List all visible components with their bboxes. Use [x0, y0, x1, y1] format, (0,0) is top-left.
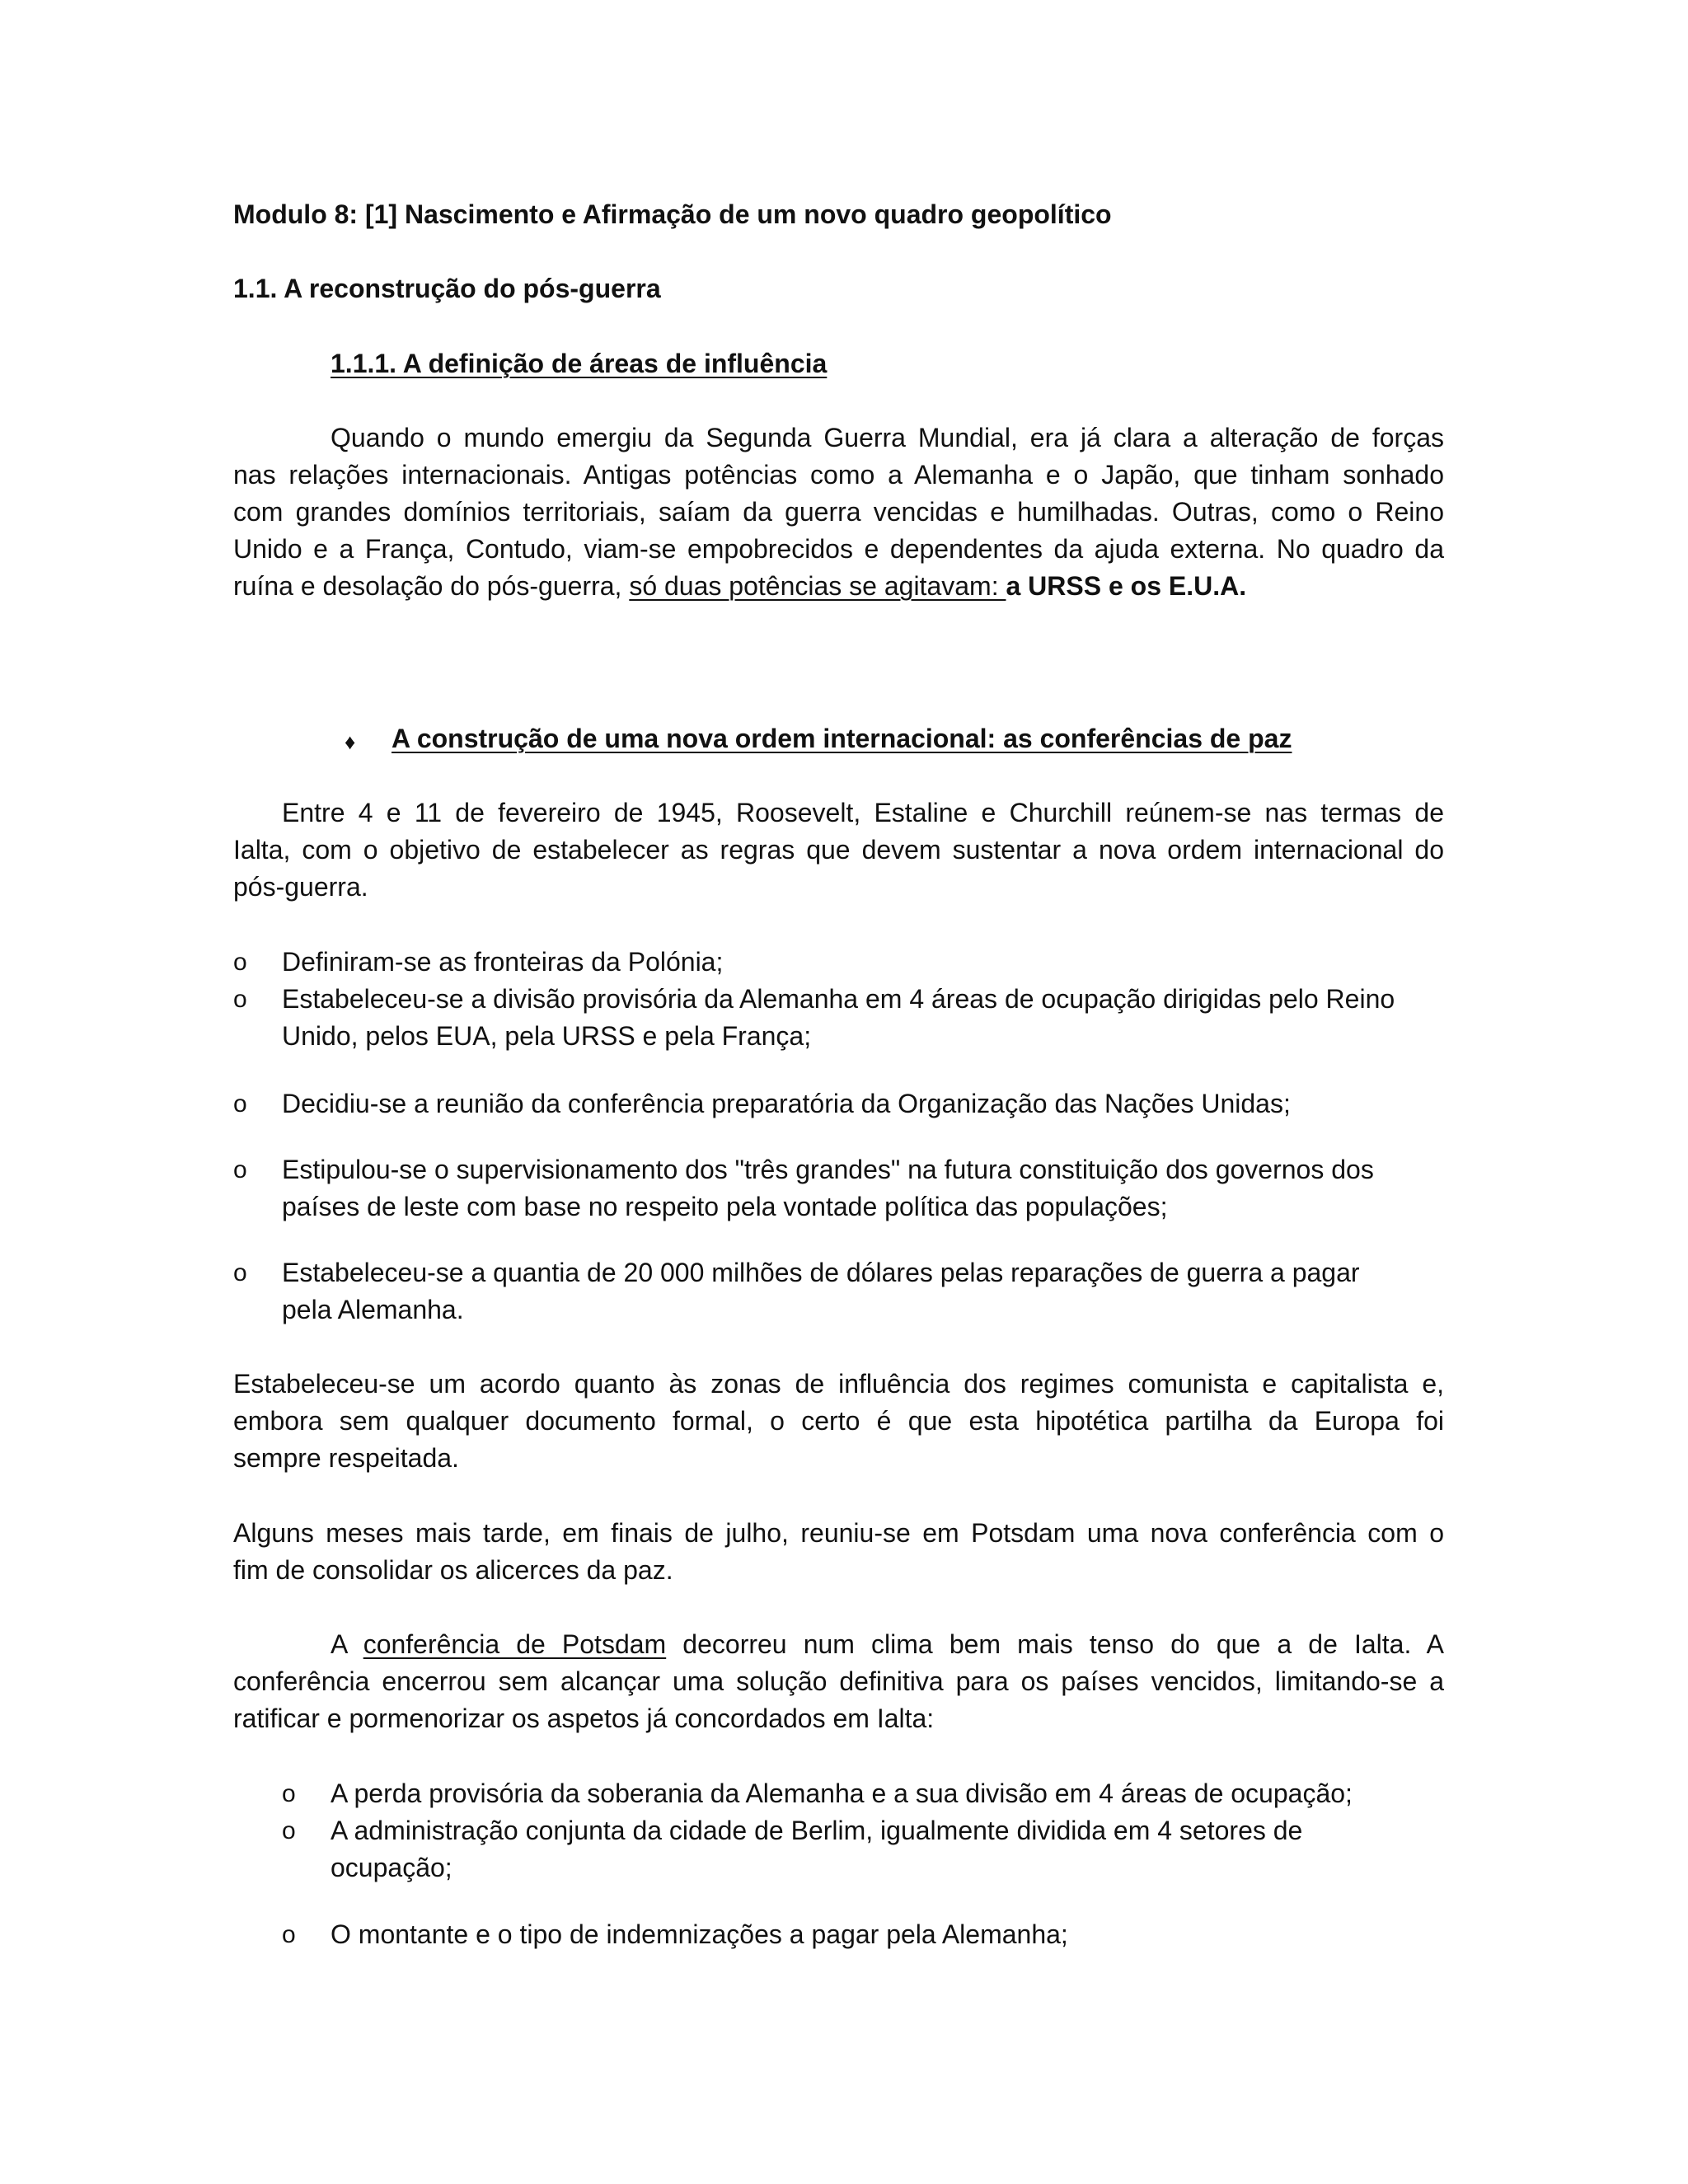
list-bullet-icon: o: [233, 1090, 247, 1118]
intro-line-2: nas relações internacionais. Antigas potências como a Alemanha e o Japão, que tinham sonhado: [233, 460, 1444, 490]
agreement-line-2: embora sem qualquer documento formal, o certo é que esta hipotética partilha da Europa foi: [233, 1406, 1444, 1436]
yalta-item-4-line-2: países de leste com base no respeito pela vontade política das populações;: [282, 1192, 1168, 1221]
list-bullet-icon: o: [233, 1259, 247, 1286]
intro-line-4: Unido e a França, Contudo, viam-se empobrecidos e dependentes da ajuda externa. No quadro da: [233, 534, 1444, 564]
section-heading-1-1-1: 1.1.1. A definição de áreas de influência: [331, 349, 828, 378]
list-bullet-icon: o: [282, 1780, 296, 1807]
agreement-line-1: Estabeleceu-se um acordo quanto às zonas de influência dos regimes comunista e capitalista e,: [233, 1369, 1444, 1399]
potsdam-underlined-phrase: conferência de Potsdam: [363, 1629, 667, 1659]
list-bullet-icon: o: [282, 1817, 296, 1844]
potsdam-intro-line-2: fim de consolidar os alicerces da paz.: [233, 1555, 673, 1585]
intro-line-1: Quando o mundo emergiu da Segunda Guerra Mundial, era já clara a alteração de forças: [331, 423, 1444, 452]
yalta-item-2-line-1: Estabeleceu-se a divisão provisória da Alemanha em 4 áreas de ocupação dirigidas pelo Reino: [282, 984, 1395, 1014]
potsdam-item-2-line-2: ocupação;: [331, 1853, 452, 1882]
intro-line-5-start: ruína e desolação do pós-guerra,: [233, 571, 630, 601]
yalta-item-4-line-1: Estipulou-se o supervisionamento dos "três grandes" na futura constituição dos governos dos: [282, 1155, 1374, 1184]
yalta-item-5-line-2: pela Alemanha.: [282, 1295, 464, 1324]
yalta-line-1: Entre 4 e 11 de fevereiro de 1945, Roosevelt, Estaline e Churchill reúnem-se nas termas de: [282, 798, 1444, 827]
section-heading-1-1: 1.1. A reconstrução do pós-guerra: [233, 274, 661, 303]
potsdam-item-1: A perda provisória da soberania da Alemanha e a sua divisão em 4 áreas de ocupação;: [331, 1779, 1353, 1808]
yalta-item-5-line-1: Estabeleceu-se a quantia de 20 000 milhões de dólares pelas reparações de guerra a pagar: [282, 1258, 1360, 1287]
potsdam-item-3: O montante e o tipo de indemnizações a pagar pela Alemanha;: [331, 1919, 1068, 1949]
conferences-heading: A construção de uma nova ordem internacional: as conferências de paz: [392, 724, 1292, 753]
yalta-line-2: Ialta, com o objetivo de estabelecer as regras que devem sustentar a nova ordem internacional do: [233, 835, 1444, 865]
yalta-item-2-line-2: Unido, pelos EUA, pela URSS e pela França;: [282, 1021, 812, 1051]
potsdam-line-1: [331, 1626, 1444, 1663]
potsdam-line-3: ratificar e pormenorizar os aspetos já concordados em Ialta:: [233, 1704, 935, 1733]
list-bullet-icon: o: [282, 1921, 296, 1948]
list-bullet-icon: o: [233, 1156, 247, 1183]
yalta-line-3: pós-guerra.: [233, 872, 368, 902]
intro-line-3: com grandes domínios territoriais, saíam da guerra vencidas e humilhadas. Outras, como o Reino: [233, 497, 1444, 527]
intro-line-5: [233, 568, 1246, 605]
potsdam-line-1-start: A: [331, 1629, 363, 1659]
list-bullet-icon: o: [233, 986, 247, 1013]
yalta-item-3: Decidiu-se a reunião da conferência preparatória da Organização das Nações Unidas;: [282, 1089, 1291, 1118]
yalta-item-1: Definiram-se as fronteiras da Polónia;: [282, 947, 724, 977]
diamond-bullet-icon: ♦: [345, 729, 356, 754]
module-title: Modulo 8: [1] Nascimento e Afirmação de um novo quadro geopolítico: [233, 199, 1112, 229]
agreement-line-3: sempre respeitada.: [233, 1443, 459, 1473]
potsdam-line-1-end: decorreu num clima bem mais tenso do que a de Ialta. A: [666, 1629, 1445, 1659]
potsdam-line-2: conferência encerrou sem alcançar uma solução definitiva para os países vencidos, limitando-se a: [233, 1666, 1444, 1696]
potsdam-item-2-line-1: A administração conjunta da cidade de Berlim, igualmente dividida em 4 setores de: [331, 1816, 1303, 1845]
intro-underlined-phrase: só duas potências se agitavam:: [629, 571, 1006, 601]
potsdam-intro-line-1: Alguns meses mais tarde, em finais de julho, reuniu-se em Potsdam uma nova conferência com o: [233, 1518, 1444, 1548]
intro-bold-phrase: a URSS e os E.U.A.: [1006, 571, 1247, 601]
list-bullet-icon: o: [233, 949, 247, 976]
